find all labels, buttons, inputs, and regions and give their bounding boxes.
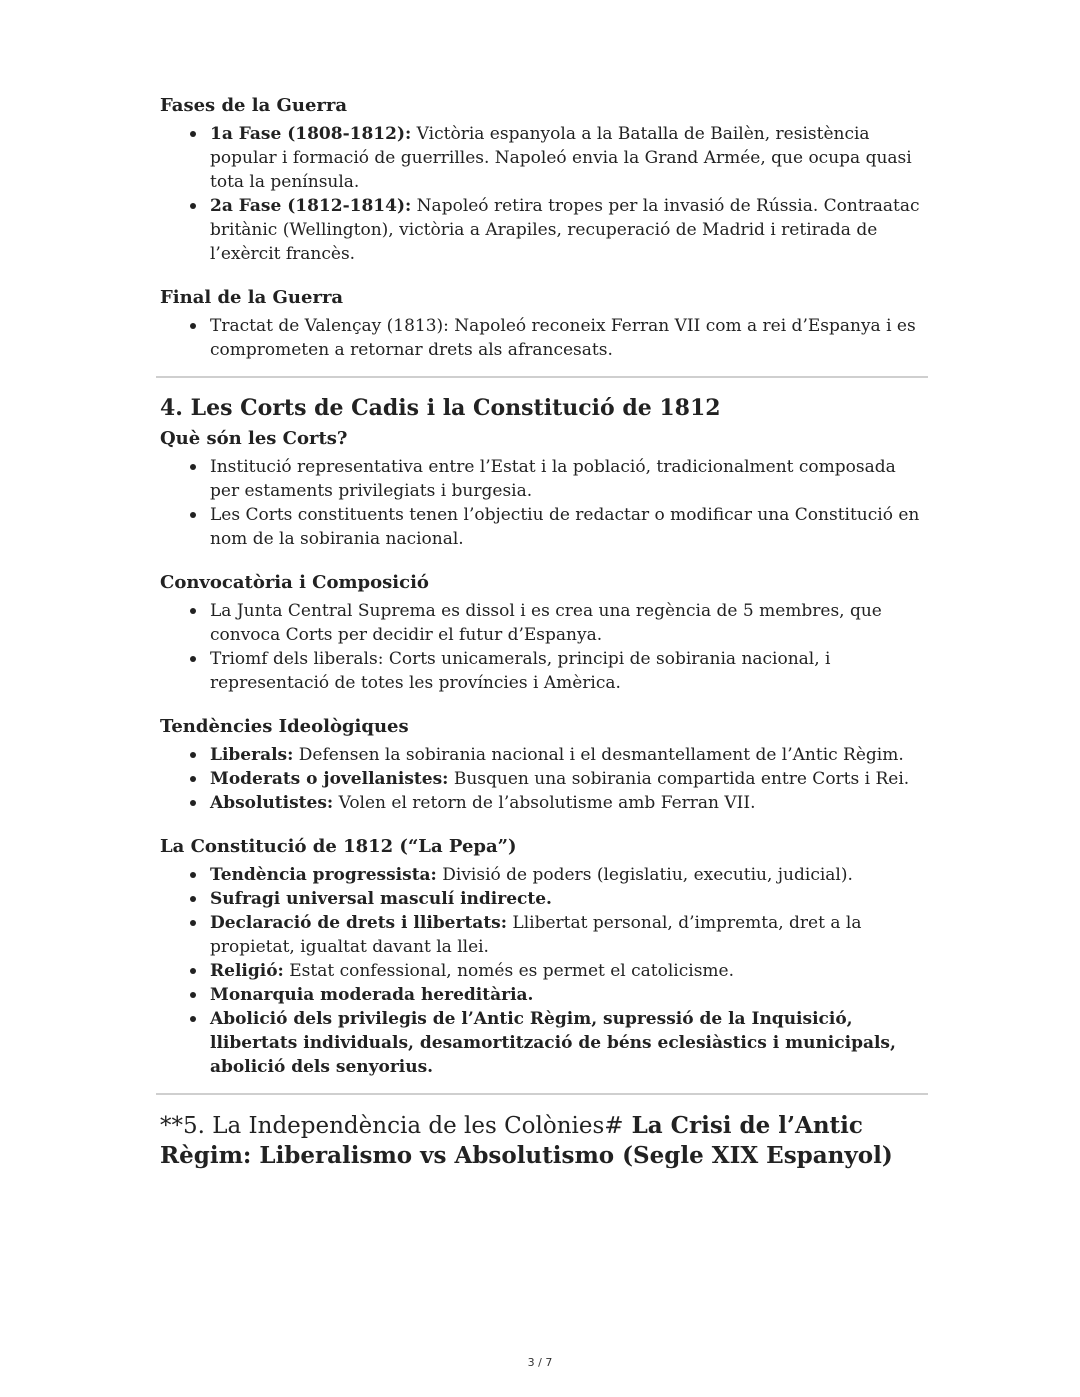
section-divider <box>156 1093 928 1095</box>
tendencies-list <box>160 743 924 815</box>
list-item: Abolició dels privilegis de l’Antic Règim, supressió de la Inquisició, llibertats individuals, desamortització de béns eclesiàstics i municipals, abolició dels senyorius. <box>210 1007 924 1079</box>
list-item: 1a Fase (1808-1812): Victòria espanyola a la Batalla de Bailèn, resistència popular i formació de guerrilles. Napoleó envia la Grand Armée, que ocupa quasi tota la península. <box>210 122 924 194</box>
tendencies-heading: Tendències Ideològiques <box>160 716 409 737</box>
list-item: La Junta Central Suprema es dissol i es crea una regència de 5 membres, que convoca Corts per decidir el futur d’Espanya. <box>210 599 924 647</box>
convocatoria-list <box>160 599 924 695</box>
list-item: Institució representativa entre l’Estat i la població, tradicionalment composada per estaments privilegiats i burgesia. <box>210 455 924 503</box>
page-number: 3 / 7 <box>527 1356 553 1369</box>
list-item: Absolutistes: Volen el retorn de l’absolutisme amb Ferran VII. <box>210 791 924 815</box>
section-divider <box>156 376 928 378</box>
fases-heading: Fases de la Guerra <box>160 95 348 116</box>
list-item: Monarquia moderada hereditària. <box>210 983 924 1007</box>
section4-title: 4. Les Corts de Cadis i la Constitució de 1812 <box>160 395 721 421</box>
constitucio-heading: La Constitució de 1812 (“La Pepa”) <box>160 836 517 857</box>
list-item: Tendència progressista: Divisió de poders (legislatiu, executiu, judicial). <box>210 863 924 887</box>
list-item: 2a Fase (1812-1814): Napoleó retira tropes per la invasió de Rússia. Contraatac britànic (Wellington), victòria a Arapiles, recuperació de Madrid i retirada de l’exèrcit francès. <box>210 194 924 266</box>
final-list <box>160 314 924 362</box>
list-item: Tractat de Valençay (1813): Napoleó reconeix Ferran VII com a rei d’Espanya i es comprometen a retornar drets als afrancesats. <box>210 314 924 362</box>
page-content <box>160 94 924 1175</box>
list-item: Les Corts constituents tenen l’objectiu de redactar o modificar una Constitució en nom de la sobirania nacional. <box>210 503 924 551</box>
list-item: Declaració de drets i llibertats: Llibertat personal, d’impremta, dret a la propietat, igualtat davant la llei. <box>210 911 924 959</box>
final-heading: Final de la Guerra <box>160 287 344 308</box>
list-item: Triomf dels liberals: Corts unicamerals, principi de sobirania nacional, i representació de totes les províncies i Amèrica. <box>210 647 924 695</box>
section5-title: **5. La Independència de les Colònies# La Crisi de l’Antic Règim: Liberalismo vs Absolutismo (Segle XIX Espanyol) <box>160 1112 893 1169</box>
convocatoria-heading: Convocatòria i Composició <box>160 572 429 593</box>
fases-list <box>160 122 924 266</box>
constitucio-list <box>160 863 924 1079</box>
que-list <box>160 455 924 551</box>
list-item: Sufragi universal masculí indirecte. <box>210 887 924 911</box>
list-item: Religió: Estat confessional, només es permet el catolicisme. <box>210 959 924 983</box>
list-item: Liberals: Defensen la sobirania nacional i el desmantellament de l’Antic Règim. <box>210 743 924 767</box>
que-heading: Què són les Corts? <box>160 428 348 449</box>
list-item: Moderats o jovellanistes: Busquen una sobirania compartida entre Corts i Rei. <box>210 767 924 791</box>
